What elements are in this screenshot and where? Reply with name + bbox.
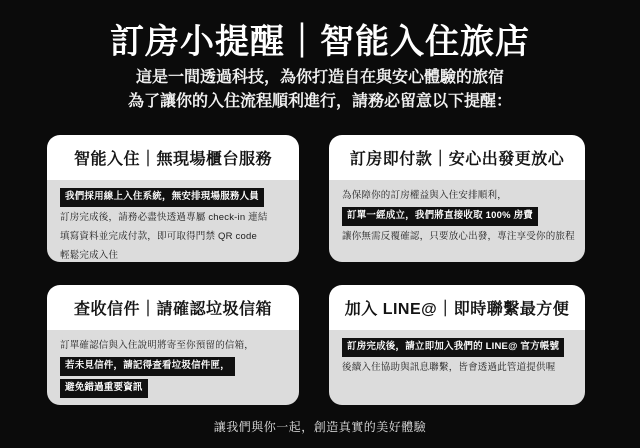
body-text: 填寫資料並完成付款，即可取得門禁 QR code <box>60 231 257 242</box>
card-body-line <box>60 357 287 376</box>
card-body <box>329 180 585 262</box>
page-title: 訂房小提醒｜智能入住旅店 <box>110 23 530 61</box>
card-body-line <box>342 360 573 376</box>
body-text: 後續入住協助與訊息聯繫，皆會透過此管道提供喔 <box>342 362 556 373</box>
highlighted-text: 若未見信件，請記得查看垃圾信件匣， <box>60 357 235 376</box>
card-check-email <box>47 285 299 405</box>
subtitle <box>0 66 640 114</box>
card-body <box>47 180 299 262</box>
reminder-cards-grid <box>47 135 585 405</box>
card-title: 加入 LINE@｜即時聯繫最方便 <box>329 285 585 330</box>
highlighted-text: 避免錯過重要資訊 <box>60 379 148 398</box>
body-text: 訂房完成後，請務必盡快透過專屬 check-in 連結 <box>60 212 268 223</box>
card-body-line <box>342 338 573 357</box>
card-body-line <box>60 338 287 354</box>
card-body-line <box>60 379 287 398</box>
card-join-line <box>329 285 585 405</box>
subtitle-line-1: 這是一間透過科技，為你打造自在與安心體驗的旅宿 <box>135 69 504 86</box>
footer-tagline: 讓我們與你一起，創造真實的美好體驗 <box>213 420 427 434</box>
card-body <box>47 330 299 405</box>
card-body-line <box>60 188 287 207</box>
highlighted-text: 訂房完成後，請立即加入我們的 LINE@ 官方帳號 <box>342 338 564 357</box>
body-text: 為保障你的訂房權益與入住安排順利， <box>342 190 507 201</box>
card-body-line <box>342 188 573 204</box>
card-body-line <box>342 207 573 226</box>
card-body-line <box>60 210 287 226</box>
card-pay-on-booking <box>329 135 585 262</box>
highlighted-text: 訂單一經成立，我們將直接收取 100% 房費 <box>342 207 538 226</box>
card-title: 訂房即付款｜安心出發更放心 <box>329 135 585 180</box>
body-text: 訂單確認信與入住說明將寄至你預留的信箱， <box>60 340 255 351</box>
highlighted-text: 我們採用線上入住系統，無安排現場服務人員 <box>60 188 264 207</box>
body-text: 輕鬆完成入住 <box>60 250 119 261</box>
card-title: 查收信件｜請確認垃圾信箱 <box>47 285 299 330</box>
card-body <box>329 330 585 405</box>
subtitle-line-2: 為了讓你的入住流程順利進行，請務必留意以下提醒： <box>127 93 512 110</box>
body-text: 讓你無需反覆確認，只要放心出發，專注享受你的旅程 <box>342 231 575 242</box>
card-smart-checkin <box>47 135 299 262</box>
card-title: 智能入住｜無現場櫃台服務 <box>47 135 299 180</box>
card-body-line <box>60 248 287 262</box>
card-body-line <box>342 229 573 245</box>
card-body-line <box>60 229 287 245</box>
